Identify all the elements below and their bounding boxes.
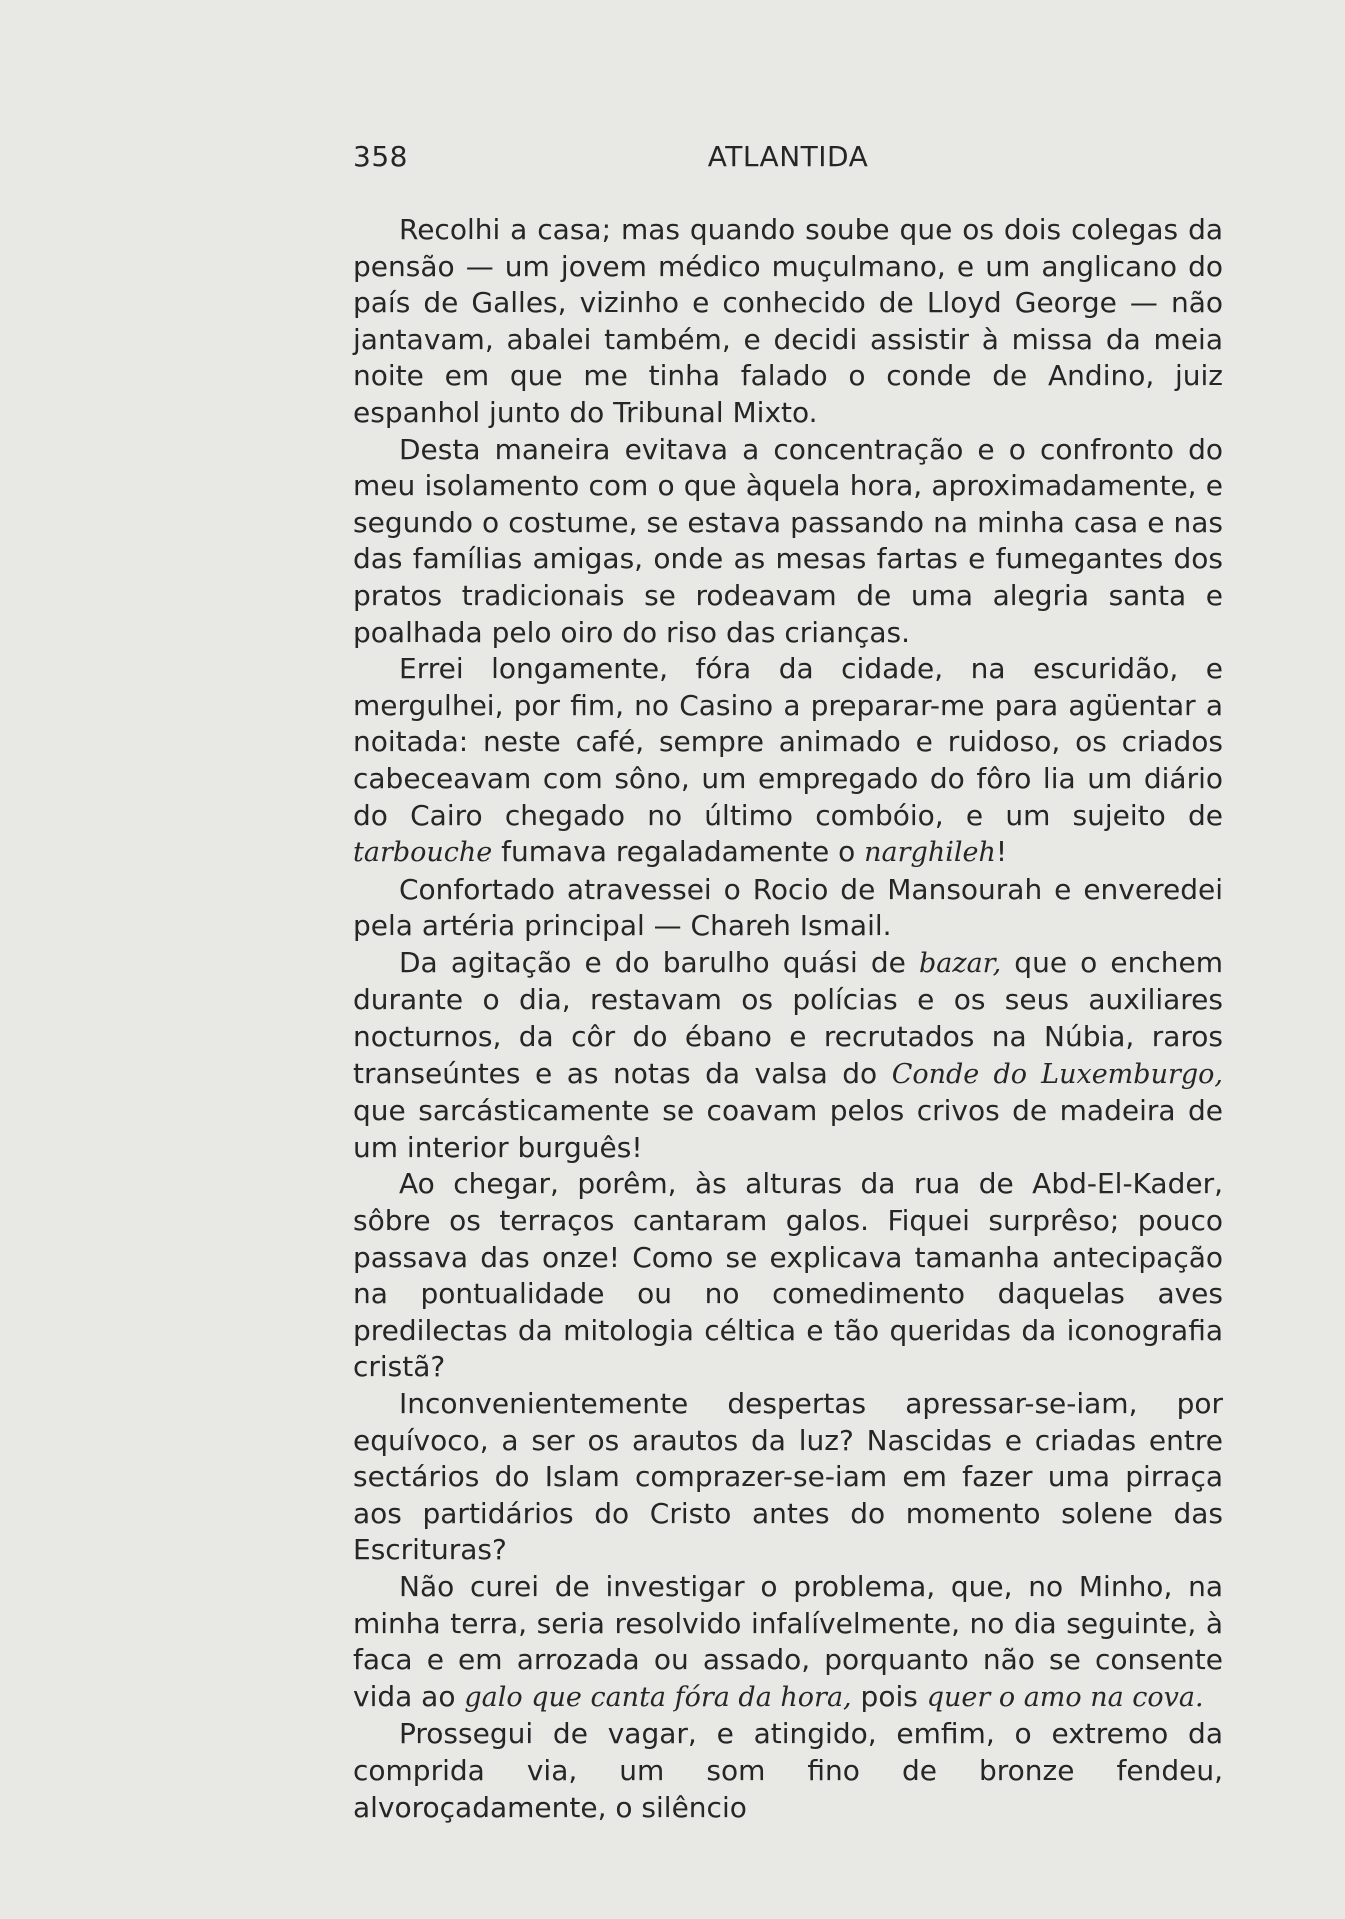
text-segment: que o enchem durante o dia, restavam os polícias e os seus auxiliares nocturnos, da côr do ébano e recrutados na Núbia, raros transeúntes e as notas da valsa do xyxy=(353,945,1223,1090)
italic-phrase: tarbouche xyxy=(353,837,493,869)
paragraph xyxy=(353,945,1223,1167)
italic-phrase: bazar, xyxy=(918,947,1002,979)
text-segment: Prossegui de vagar, e atingido, emfim, o extremo da comprida via, um som fino de bronze fendeu, alvoroçadamente, o silêncio xyxy=(353,1717,1223,1824)
paragraph xyxy=(353,432,1223,652)
italic-phrase: quer o amo na cova. xyxy=(926,1681,1204,1713)
running-title: ATLANTIDA xyxy=(707,140,869,173)
text-segment: pois xyxy=(851,1679,927,1713)
paragraph xyxy=(353,212,1223,432)
paragraph xyxy=(353,1716,1223,1826)
paragraph xyxy=(353,1166,1223,1386)
text-segment: Não curei de investigar o problema, que, no Minho, na minha terra, seria resolvido infalívelmente, no dia seguinte, à faca e em arrozada ou assado, porquanto não se consente vida ao xyxy=(353,1569,1223,1713)
paragraph xyxy=(353,1569,1223,1716)
text-segment: Ao chegar, porêm, às alturas da rua de Abd-El-Kader, sôbre os terraços cantaram galos. Fiquei surprêso; pouco passava das onze! Como se explicava tamanha antecipação na pontualidade ou no comedimento daquelas aves predilectas da mitologia céltica e tão queridas da iconografia cristã? xyxy=(353,1167,1223,1384)
page-number: 358 xyxy=(353,140,408,173)
paragraph xyxy=(353,651,1223,872)
body-text xyxy=(353,212,1223,1826)
text-segment: Inconvenientemente despertas apressar-se-iam, por equívoco, a ser os arautos da luz? Nascidas e criadas entre sectários do Islam comprazer-se-iam em fazer uma pirraça aos partidários do Cristo antes do momento solene das Escrituras? xyxy=(353,1387,1223,1567)
text-segment: que sarcásticamente se coavam pelos crivos de madeira de um interior burguês! xyxy=(353,1094,1223,1164)
paragraph xyxy=(353,872,1223,945)
italic-phrase: Conde do Luxemburgo, xyxy=(891,1058,1223,1090)
italic-phrase: galo que canta fóra da hora, xyxy=(464,1681,852,1713)
text-segment: Da agitação e do barulho quási de xyxy=(399,945,919,979)
text-segment: fumava regaladamente o xyxy=(492,835,865,869)
paragraph xyxy=(353,1386,1223,1569)
text-segment: Recolhi a casa; mas quando soube que os dois colegas da pensão — um jovem médico muçulmano, e um anglicano do país de Galles, vizinho e conhecido de Lloyd George — não jantavam, abalei também, e decidi assistir à missa da meia noite em que me tinha falado o conde de Andino, juiz espanhol junto do Tribunal Mixto. xyxy=(353,213,1223,429)
text-segment: Confortado atravessei o Rocio de Mansourah e enveredei pela artéria principal — Chareh Ismail. xyxy=(353,872,1223,943)
text-segment: Errei longamente, fóra da cidade, na escuridão, e mergulhei, por fim, no Casino a preparar-me para agüentar a noitada: neste café, sempre animado e ruidoso, os criados cabeceavam com sôno, um empregado do fôro lia um diário do Cairo chegado no último combóio, e um sujeito de xyxy=(353,652,1223,832)
page-header xyxy=(353,140,1223,180)
text-segment: ! xyxy=(995,835,1008,869)
italic-phrase: narghileh xyxy=(864,837,996,869)
text-segment: Desta maneira evitava a concentração e o confronto do meu isolamento com o que àquela hora, aproximadamente, e segundo o costume, se estava passando na minha casa e nas das famílias amigas, onde as mesas fartas e fumegantes dos pratos tradicionais se rodeavam de uma alegria santa e poalhada pelo oiro do riso das crianças. xyxy=(353,432,1223,649)
